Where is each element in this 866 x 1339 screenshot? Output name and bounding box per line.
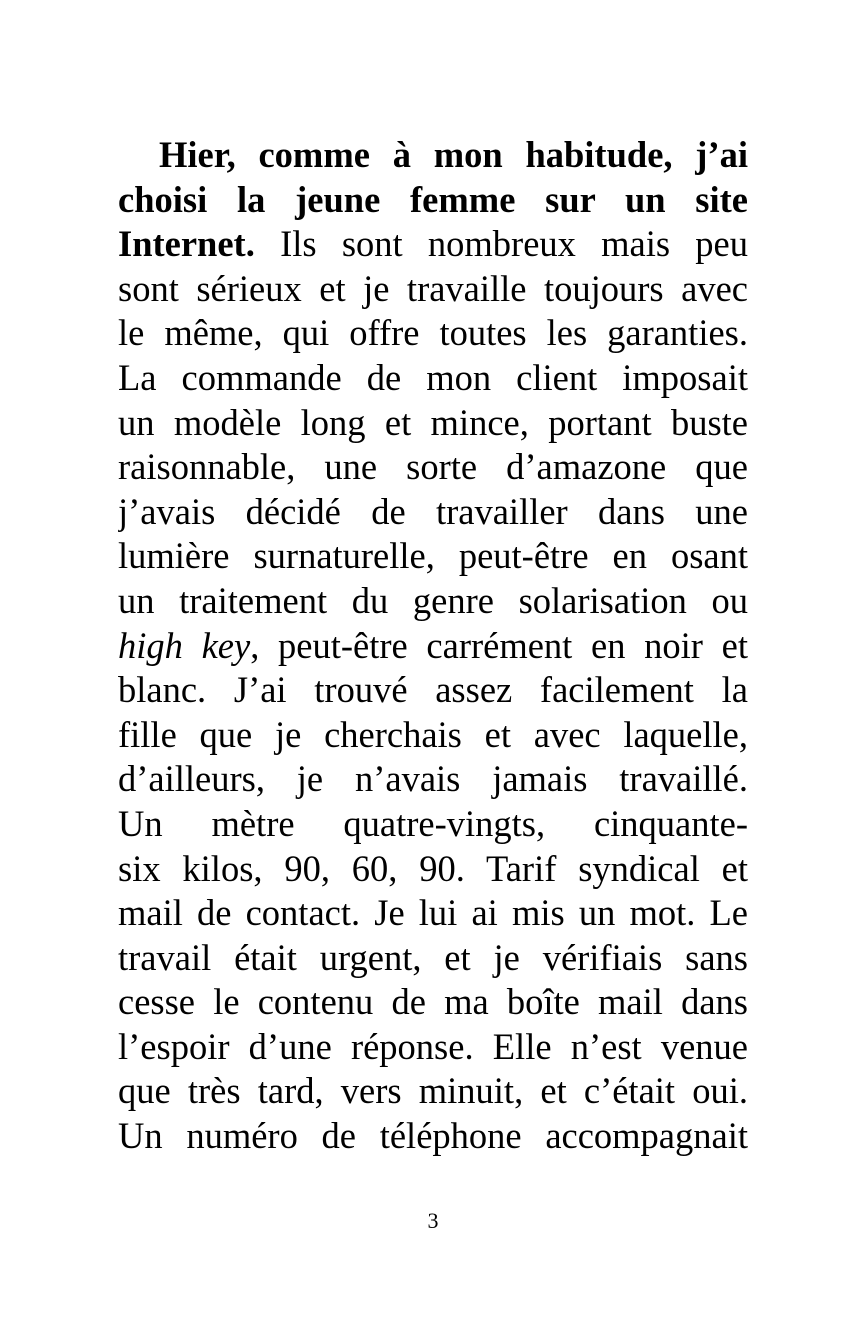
text-segment: l’espoir d’une réponse. Elle n’est venue bbox=[118, 1025, 748, 1067]
page-number: 3 bbox=[427, 1208, 439, 1233]
text-segment: cesse le contenu de ma boîte mail dans bbox=[118, 981, 748, 1023]
text-segment: fille que je cherchais et avec laquelle, bbox=[118, 713, 748, 755]
text-line bbox=[118, 891, 748, 936]
text-line bbox=[118, 936, 748, 981]
text-segment: j’avais décidé de travailler dans une bbox=[118, 490, 748, 532]
text-line bbox=[118, 757, 748, 802]
text-segment: d’ailleurs, je n’avais jamais travaillé. bbox=[118, 758, 748, 800]
text-line bbox=[118, 311, 748, 356]
text-line bbox=[118, 178, 748, 223]
text-line bbox=[118, 624, 748, 669]
text-line bbox=[118, 534, 748, 579]
text-line bbox=[118, 668, 748, 713]
text-segment: , peut-être carrément en noir et bbox=[250, 624, 748, 666]
text-line bbox=[118, 579, 748, 624]
italic-text: high key bbox=[118, 624, 251, 666]
text-segment: raisonnable, une sorte d’amazone que bbox=[118, 446, 748, 488]
text-line bbox=[118, 1114, 748, 1159]
text-line bbox=[118, 267, 748, 312]
text-segment: Un numéro de téléphone accompagnait bbox=[118, 1115, 748, 1157]
text-segment: le même, qui offre toutes les garanties. bbox=[118, 312, 748, 354]
text-segment: sont sérieux et je travaille toujours avec bbox=[118, 267, 748, 309]
text-line bbox=[118, 490, 748, 535]
text-segment: un traitement du genre solarisation ou bbox=[118, 579, 748, 621]
text-line bbox=[118, 847, 748, 892]
text-segment: blanc. J’ai trouvé assez facilement la bbox=[118, 669, 748, 711]
text-segment: travail était urgent, et je vérifiais sans bbox=[118, 936, 748, 978]
text-line bbox=[118, 445, 748, 490]
text-line bbox=[118, 980, 748, 1025]
body-paragraph bbox=[118, 133, 748, 1159]
text-line bbox=[118, 222, 748, 267]
bold-text: choisi la jeune femme sur un site bbox=[118, 178, 748, 220]
text-line bbox=[118, 401, 748, 446]
text-line bbox=[118, 802, 748, 847]
bold-text: Hier, comme à mon habitude, j’ai bbox=[159, 134, 748, 175]
text-segment: que très tard, vers minuit, et c’était oui. bbox=[118, 1070, 748, 1112]
text-segment: mail de contact. Je lui ai mis un mot. Le bbox=[118, 892, 748, 934]
text-line bbox=[118, 1069, 748, 1114]
text-segment: La commande de mon client imposait bbox=[118, 356, 748, 398]
text-segment: Ils sont nombreux mais peu bbox=[254, 223, 748, 265]
text-line bbox=[118, 133, 748, 178]
text-segment: lumière surnaturelle, peut-être en osant bbox=[118, 535, 748, 577]
text-line bbox=[118, 713, 748, 758]
text-segment: un modèle long et mince, portant buste bbox=[118, 401, 748, 443]
text-segment: six kilos, 90, 60, 90. Tarif syndical et bbox=[118, 847, 748, 889]
text-line bbox=[118, 1025, 748, 1070]
text-segment: Un mètre quatre-vingts, cinquante- bbox=[118, 802, 748, 844]
bold-text: Internet. bbox=[118, 223, 255, 265]
text-line bbox=[118, 356, 748, 401]
